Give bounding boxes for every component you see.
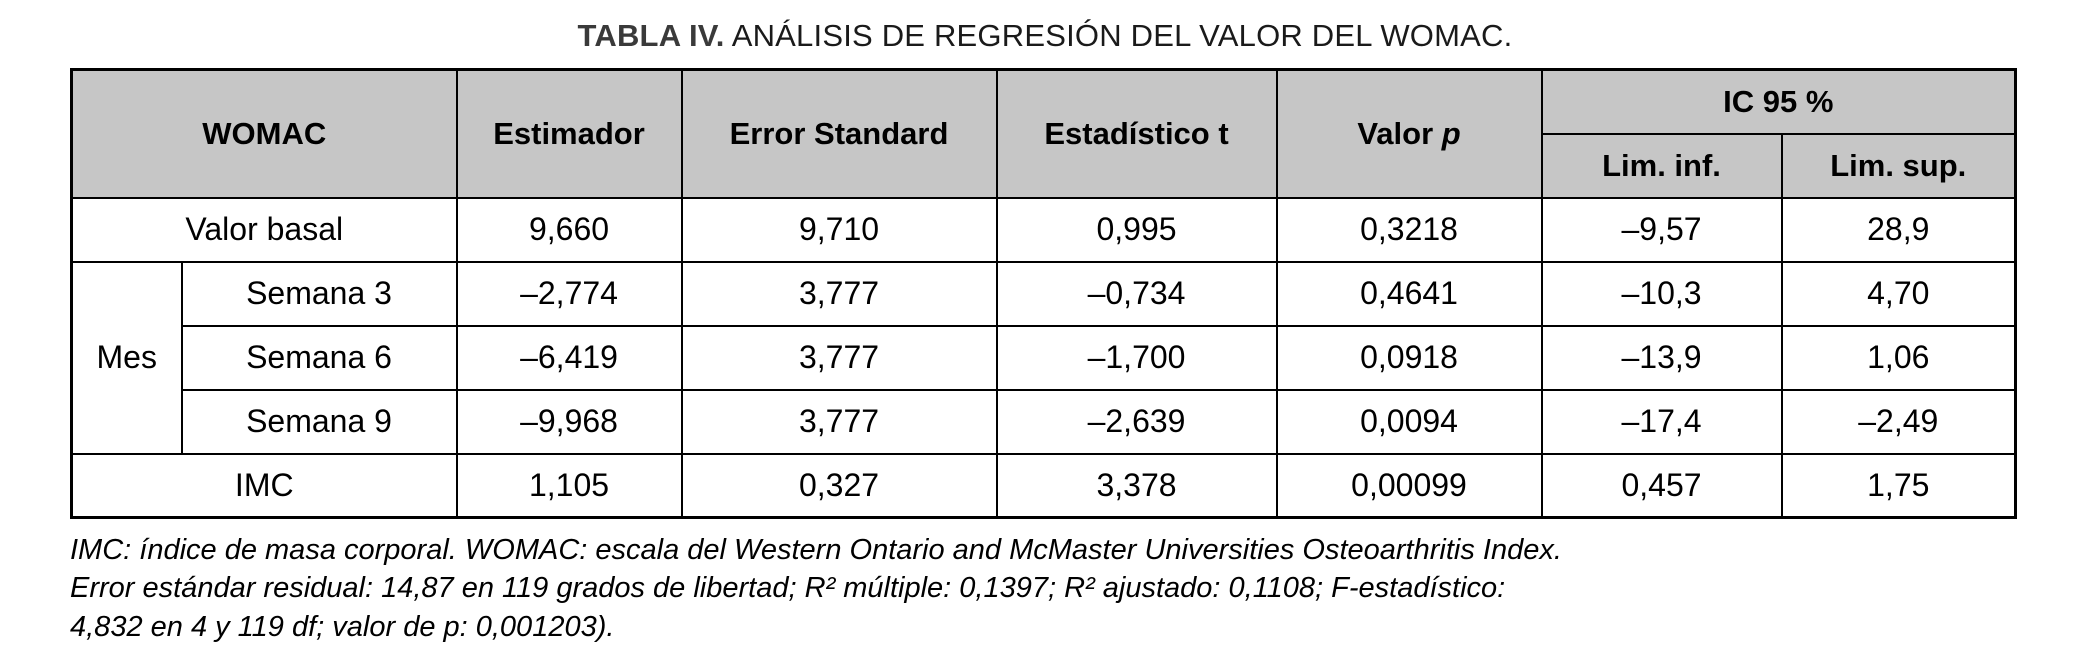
cell-valor-p: 0,3218 [1277, 198, 1542, 262]
cell-valor-p: 0,4641 [1277, 262, 1542, 326]
caption-text: ANÁLISIS DE REGRESIÓN DEL VALOR DEL WOMAC. [731, 18, 1513, 53]
header-error-standard: Error Standard [682, 70, 997, 198]
cell-estadistico-t: –2,639 [997, 390, 1277, 454]
header-estimador: Estimador [457, 70, 682, 198]
cell-estimador: 9,660 [457, 198, 682, 262]
cell-error-standard: 0,327 [682, 454, 997, 518]
table-row [72, 262, 2016, 326]
row-group-mes: Mes [72, 262, 182, 454]
cell-estimador: 1,105 [457, 454, 682, 518]
cell-estimador: –6,419 [457, 326, 682, 390]
header-estadistico-t: Estadístico t [997, 70, 1277, 198]
cell-lim-sup: –2,49 [1782, 390, 2016, 454]
header-ic95: IC 95 % [1542, 70, 2016, 134]
cell-lim-inf: –13,9 [1542, 326, 1782, 390]
header-lim-sup: Lim. sup. [1782, 134, 2016, 198]
table-header-row-1 [72, 70, 2016, 134]
table-header [72, 70, 2016, 198]
cell-estadistico-t: –0,734 [997, 262, 1277, 326]
row-label-semana-6: Semana 6 [182, 326, 457, 390]
caption-label: TABLA IV. [577, 18, 725, 53]
row-label-semana-3: Semana 3 [182, 262, 457, 326]
row-label-imc: IMC [72, 454, 457, 518]
cell-lim-sup: 28,9 [1782, 198, 2016, 262]
cell-lim-inf: –17,4 [1542, 390, 1782, 454]
cell-estimador: –9,968 [457, 390, 682, 454]
cell-valor-p: 0,0918 [1277, 326, 1542, 390]
table-row [72, 198, 2016, 262]
row-label-valor-basal: Valor basal [72, 198, 457, 262]
regression-table [70, 68, 2017, 519]
table-footnote [70, 531, 2014, 646]
table-row [72, 390, 2016, 454]
header-valor-p-pre: Valor [1357, 115, 1442, 151]
cell-estadistico-t: –1,700 [997, 326, 1277, 390]
header-womac: WOMAC [72, 70, 457, 198]
cell-lim-inf: 0,457 [1542, 454, 1782, 518]
cell-error-standard: 3,777 [682, 326, 997, 390]
cell-valor-p: 0,00099 [1277, 454, 1542, 518]
cell-valor-p: 0,0094 [1277, 390, 1542, 454]
cell-lim-sup: 4,70 [1782, 262, 2016, 326]
header-valor-p-symbol: p [1441, 115, 1461, 151]
table-row [72, 326, 2016, 390]
table-body [72, 198, 2016, 518]
cell-lim-inf: –10,3 [1542, 262, 1782, 326]
cell-estadistico-t: 0,995 [997, 198, 1277, 262]
cell-estimador: –2,774 [457, 262, 682, 326]
footnote-line-2: Error estándar residual: 14,87 en 119 grados de libertad; R² múltiple: 0,1397; R² ajustado: 0,1108; F-estadístico: [70, 572, 1506, 605]
cell-error-standard: 9,710 [682, 198, 997, 262]
row-label-semana-9: Semana 9 [182, 390, 457, 454]
footnote-line-1: IMC: índice de masa corporal. WOMAC: escala del Western Ontario and McMaster Universities Osteoarthritis Index. [70, 534, 1562, 566]
footnote-line-3: 4,832 en 4 y 119 df; valor de p: 0,001203). [70, 610, 615, 643]
cell-estadistico-t: 3,378 [997, 454, 1277, 518]
header-lim-inf: Lim. inf. [1542, 134, 1782, 198]
cell-error-standard: 3,777 [682, 262, 997, 326]
cell-lim-sup: 1,75 [1782, 454, 2016, 518]
table-row [72, 454, 2016, 518]
header-valor-p [1277, 70, 1542, 198]
cell-lim-inf: –9,57 [1542, 198, 1782, 262]
cell-error-standard: 3,777 [682, 390, 997, 454]
table-caption [70, 18, 2020, 54]
cell-lim-sup: 1,06 [1782, 326, 2016, 390]
